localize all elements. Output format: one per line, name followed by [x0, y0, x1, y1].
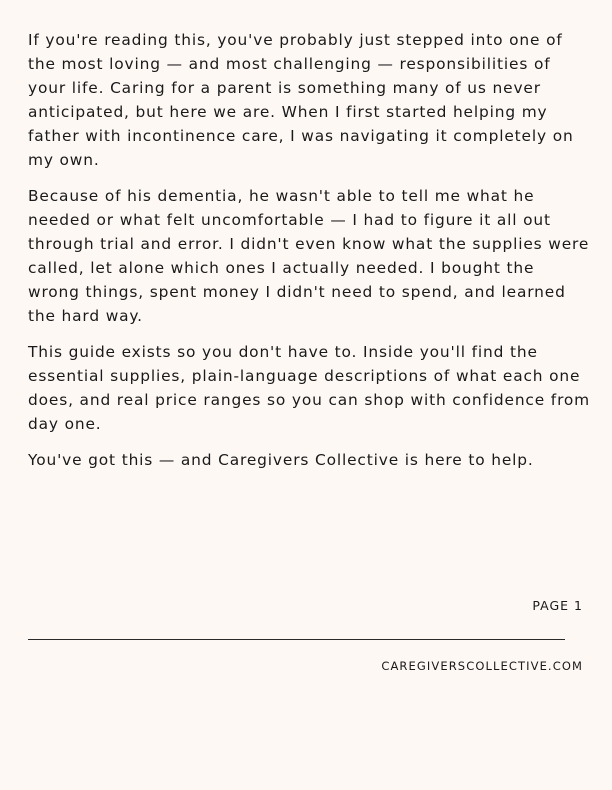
- paragraph: Because of his dementia, he wasn't able to tell me what he needed or what felt uncomfortable — I had to figure it all out through trial and error. I didn't even know what the supplies were called, let alone which ones I actually needed. I bought the wrong things, spent money I didn't need to spend, and learned the hard way.: [28, 187, 590, 325]
- paragraph: You've got this — and Caregivers Collective is here to help.: [28, 451, 534, 469]
- paragraph: If you're reading this, you've probably just stepped into one of the most loving — and most challenging — responsibilities of your life. Caring for a parent is something many of us never anticipated, but here we are. When I first started helping my father with incontinence care, I was navigating it completely on my own.: [28, 31, 574, 169]
- body-text: [28, 28, 590, 484]
- page-number: PAGE 1: [532, 598, 583, 613]
- website-url: CAREGIVERSCOLLECTIVE.COM: [381, 659, 583, 673]
- footer-divider: [28, 639, 565, 640]
- paragraph: This guide exists so you don't have to. Inside you'll find the essential supplies, plain-language descriptions of what each one does, and real price ranges so you can shop with confidence from day one.: [28, 343, 591, 433]
